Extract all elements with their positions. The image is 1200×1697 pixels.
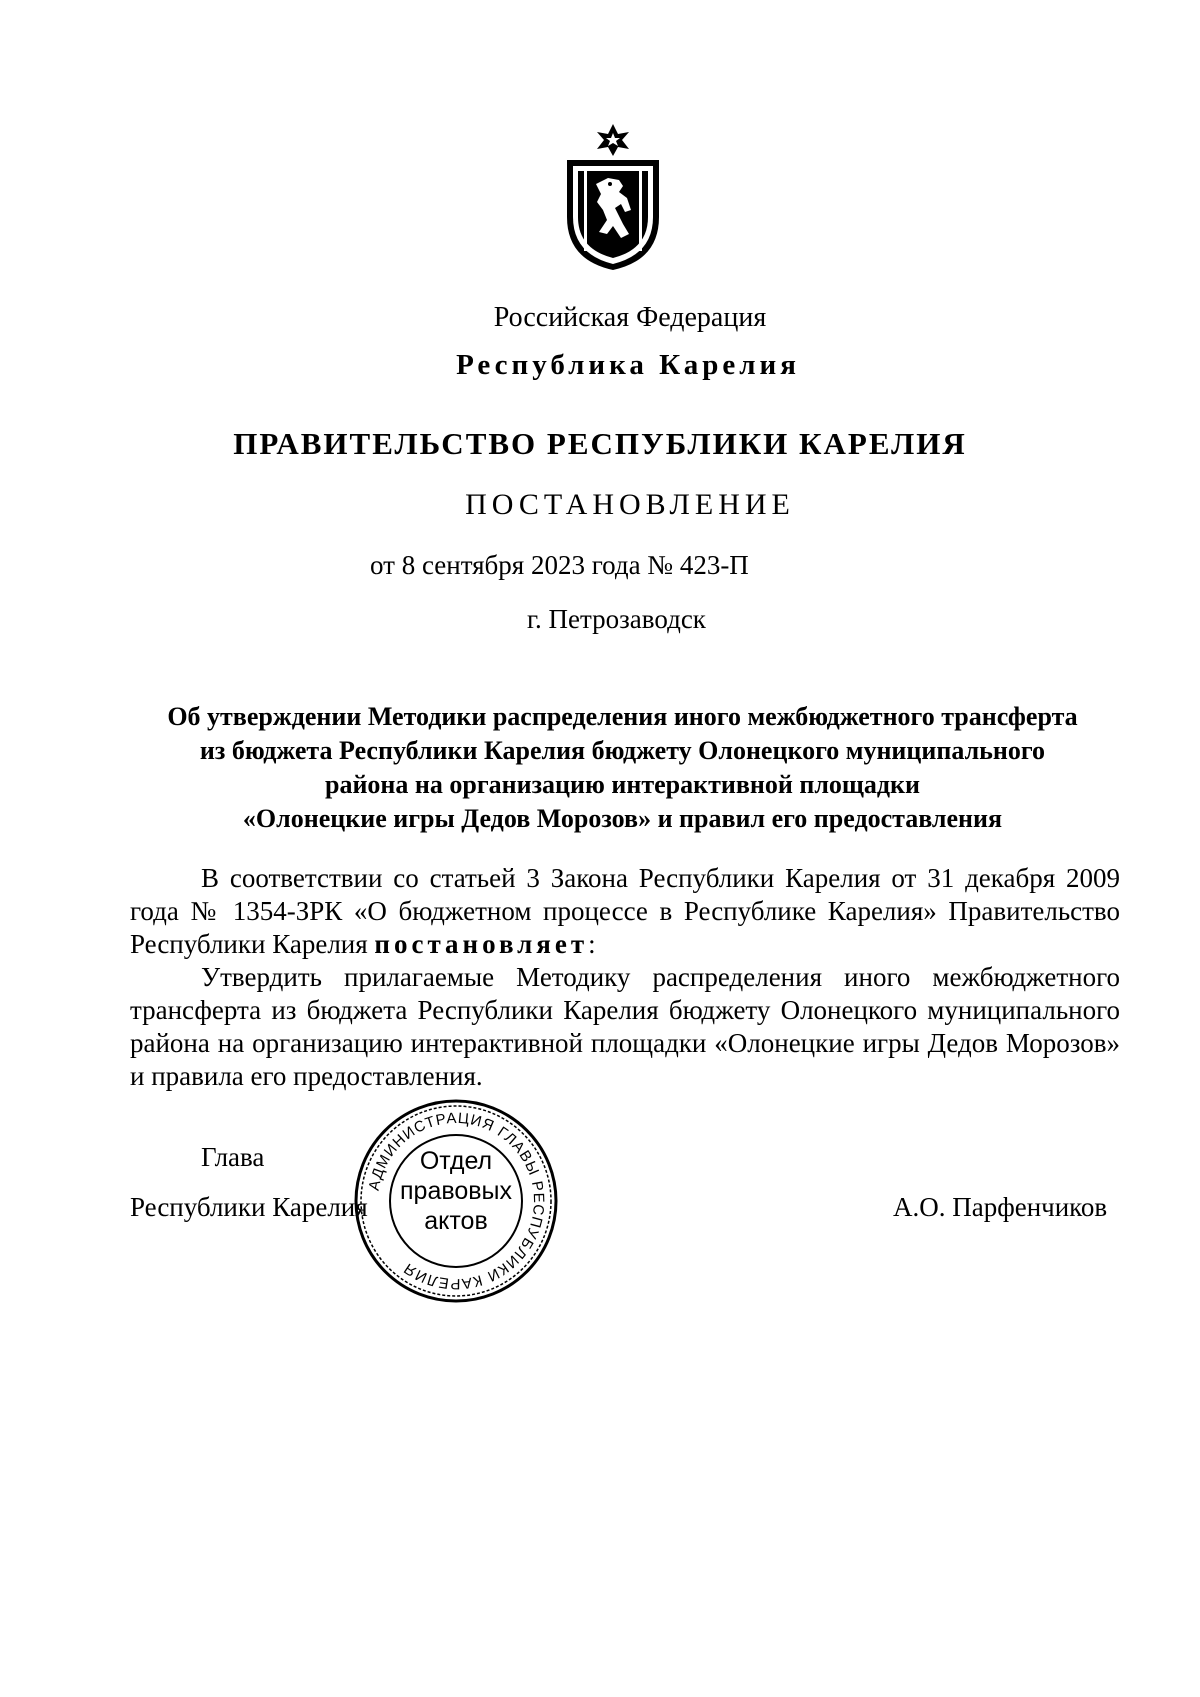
stamp-line: Отдел — [419, 1147, 493, 1175]
resolution-paragraph: Утвердить прилагаемые Методику распределения иного межбюджетного трансферта из бюджета Республики Карелия бюджету Олонецкого муниципального района на организацию интерактивной площадки «Олонецкие игры Дедов Морозов» и правила его предоставления. — [130, 962, 1120, 1091]
government-name: ПРАВИТЕЛЬСТВО РЕСПУБЛИКИ КАРЕЛИЯ — [233, 426, 967, 461]
title-line: «Олонецкие игры Дедов Морозов» и правил его предоставления — [242, 804, 1003, 833]
title-line: района на организацию интерактивной площадки — [324, 770, 920, 799]
signatory-title-line2: Республики Карелия — [130, 1192, 368, 1222]
title-line: из бюджета Республики Карелия бюджету Олонецкого муниципального — [199, 736, 1046, 765]
preamble-paragraph — [130, 862, 1120, 961]
title-line: Об утверждении Методики распределения иного межбюджетного трансферта — [167, 702, 1078, 731]
signatory-name: А.О. Парфенчиков — [893, 1192, 1108, 1222]
document-type: ПОСТАНОВЛЕНИЕ — [465, 488, 795, 521]
decree-city: г. Петрозаводск — [527, 604, 706, 634]
document-body — [130, 862, 1120, 1093]
country-name: Российская Федерация — [493, 302, 767, 333]
stamp-center-text — [353, 1146, 559, 1236]
resolves-emphasis: постановляет — [374, 929, 589, 959]
signatory-title-line1: Глава — [201, 1142, 265, 1172]
decree-date-number: от 8 сентября 2023 года № 423-П — [370, 550, 749, 580]
document-title — [125, 700, 1120, 836]
stamp-line: правовых — [400, 1177, 512, 1205]
svg-text:АДМИНИСТРАЦИЯ ГЛАВЫ РЕСПУБЛИКИ: АДМИНИСТРАЦИЯ ГЛАВЫ РЕСПУБЛИКИ КАРЕЛИЯ — [365, 1109, 548, 1293]
coat-of-arms-emblem — [563, 122, 663, 272]
preamble-text: В соответствии со статьей 3 Закона Республики Карелия от 31 декабря 2009 года № 1354-ЗРК «О бюджетном процессе в Республике Карелия» Правительство Республики Карелия — [130, 863, 1120, 959]
preamble-colon: : — [588, 929, 596, 959]
stamp-line: актов — [424, 1207, 488, 1235]
republic-name: Республика Карелия — [456, 349, 800, 381]
